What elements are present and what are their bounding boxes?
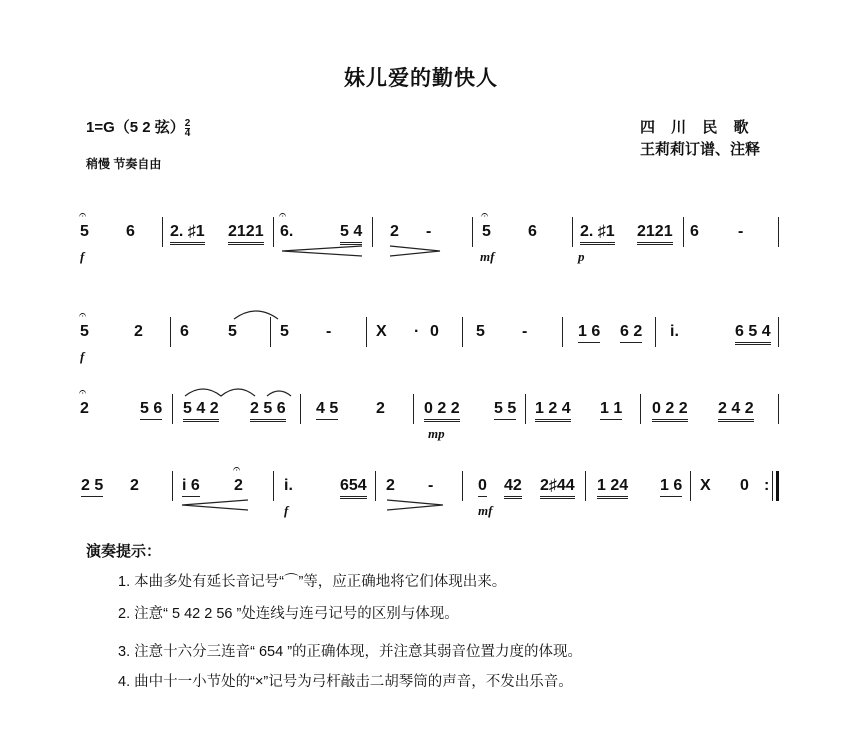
note: 5 (280, 323, 289, 340)
note: i. (670, 323, 679, 340)
dynamic-mark: mp (428, 426, 445, 441)
barline (572, 217, 573, 247)
note-group: 2121 (228, 223, 264, 245)
barline (273, 471, 274, 501)
dash: - (426, 223, 432, 240)
hint-item: 2. 注意“ 5 42 2 56 ”处连线与连弓记号的区别与体现。 (118, 606, 459, 622)
note: 6 (126, 223, 135, 240)
note: 6 (528, 223, 537, 240)
barline (273, 217, 274, 247)
hints-heading: 演奏提示： (86, 543, 162, 560)
note-group: 1 1 (600, 400, 622, 420)
note-group: 2 4 2 (718, 400, 754, 422)
note: 2 (134, 323, 143, 340)
slur-icon (183, 384, 298, 398)
barline (462, 317, 463, 347)
note: 5 (482, 223, 491, 240)
note-group: 1 6 (660, 477, 682, 497)
note-group: 2121 (637, 223, 673, 245)
dynamic-mark: f (80, 249, 85, 264)
note: 2 (80, 400, 89, 417)
barline (778, 317, 779, 347)
triplet-group: 654 (340, 477, 367, 499)
key-text: 1=G（5 2 弦） (86, 119, 185, 136)
time-bottom: 4 (184, 127, 191, 139)
barline (375, 471, 376, 501)
barline (413, 394, 414, 424)
barline (170, 317, 171, 347)
barline (300, 394, 301, 424)
note-group: 4 5 (316, 400, 338, 420)
note-group: 1 2 4 (535, 400, 571, 422)
dot: · (414, 323, 420, 340)
repeat-dots: : (764, 477, 770, 494)
fermata-icon: 𝄐 (233, 461, 241, 476)
score-line-3 (0, 382, 849, 452)
dynamic-mark: mf (480, 249, 495, 264)
fermata-icon: 𝄐 (279, 207, 287, 222)
barline (585, 471, 586, 501)
barline (778, 394, 779, 424)
barline (683, 217, 684, 247)
note: 2 (390, 223, 399, 240)
barline (562, 317, 563, 347)
triplet-group: 6 5 4 (735, 323, 771, 345)
fermata-icon: 𝄐 (79, 207, 87, 222)
note-group: 0 2 2 (652, 400, 688, 422)
rest: 0 (430, 323, 439, 340)
score-line-1 (0, 205, 849, 275)
note: 2 (234, 477, 243, 494)
time-top: 2 (184, 117, 191, 129)
note: 6 (180, 323, 189, 340)
barline (162, 217, 163, 247)
note-group: 1 24 (597, 477, 628, 499)
note: 2 (386, 477, 395, 494)
note: 5 (228, 323, 237, 340)
barline (372, 217, 373, 247)
note-group: 1 6 (578, 323, 600, 343)
note-group: 2 5 (81, 477, 103, 497)
dynamic-mark: f (284, 503, 289, 518)
note: 5 (80, 323, 89, 340)
hint-item: 1. 本曲多处有延长音记号“⌒”等，应正确地将它们体现出来。 (118, 574, 507, 590)
note-group: 6 2 (620, 323, 642, 343)
fermata-icon: 𝄐 (481, 207, 489, 222)
note: 5 (476, 323, 485, 340)
strike-mark: X (376, 323, 387, 340)
barline (772, 471, 773, 501)
note: 6. (280, 223, 294, 240)
dynamic-mark: mf (478, 503, 493, 518)
note: 2 (376, 400, 385, 417)
barline (655, 317, 656, 347)
note: i. (284, 477, 293, 494)
barline (778, 217, 779, 247)
hairpin-icon (385, 499, 445, 511)
song-title: 妹儿爱的勤快人 (344, 67, 498, 90)
barline (366, 317, 367, 347)
rest: 0 (478, 477, 487, 497)
dynamic-mark: f (80, 349, 85, 364)
note: 5 (80, 223, 89, 240)
note-group: 2 5 6 (250, 400, 286, 422)
note: 2 (130, 477, 139, 494)
note: 6 (690, 223, 699, 240)
barline (172, 394, 173, 424)
note-group: i 6 (182, 477, 200, 497)
dash: - (428, 477, 434, 494)
hint-item: 3. 注意十六分三连音“ 654 ”的正确体现，并注意其弱音位置力度的体现。 (118, 644, 583, 660)
barline (172, 471, 173, 501)
strike-mark: X (700, 477, 711, 494)
note-group: 5 4 2 (183, 400, 219, 422)
dash: - (522, 323, 528, 340)
note-group: 5 5 (494, 400, 516, 420)
note-group: 2. ♯1 (170, 223, 205, 245)
tempo-marking: 稍慢 节奏自由 (86, 157, 162, 171)
score-line-4 (0, 459, 849, 529)
dash: - (326, 323, 332, 340)
hint-item: 4. 曲中十一小节处的“×”记号为弓杆敲击二胡琴筒的声音，不发出乐音。 (118, 674, 573, 690)
key-signature (86, 116, 190, 138)
slur-icon (232, 307, 280, 321)
dynamic-mark: p (578, 249, 585, 264)
barline (690, 471, 691, 501)
barline (270, 317, 271, 347)
barline (472, 217, 473, 247)
note-group: 5 6 (140, 400, 162, 420)
origin: 四 川 民 歌 (640, 119, 755, 136)
hairpin-icon (282, 245, 442, 257)
score-line-2 (0, 305, 849, 375)
note-group: 2. ♯1 (580, 223, 615, 245)
fermata-icon: 𝄐 (79, 384, 87, 399)
barline (462, 471, 463, 501)
note-group: 42 (504, 477, 522, 499)
fermata-icon: 𝄐 (79, 307, 87, 322)
note-group: 5 4 (340, 223, 362, 245)
dash: - (738, 223, 744, 240)
hairpin-icon (180, 499, 250, 511)
note-group: 2♯44 (540, 477, 575, 499)
final-barline (776, 471, 779, 501)
rest: 0 (740, 477, 749, 494)
note-group: 0 2 2 (424, 400, 460, 422)
arranger: 王莉莉订谱、注释 (640, 141, 761, 158)
barline (525, 394, 526, 424)
barline (640, 394, 641, 424)
